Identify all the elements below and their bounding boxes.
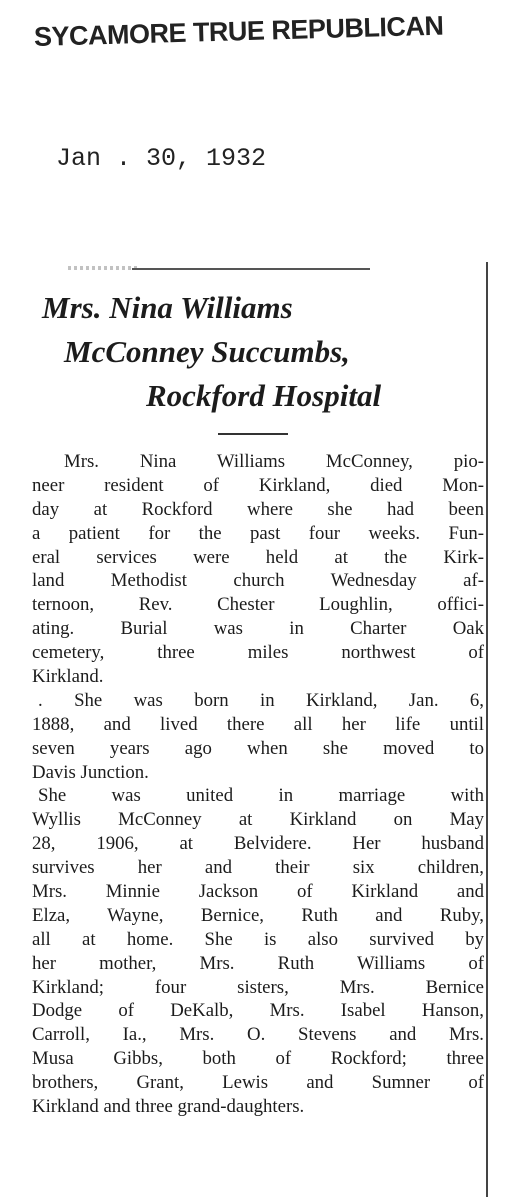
article-line: Carroll, Ia., Mrs. O. Stevens and Mrs. <box>32 1024 484 1046</box>
article-line: seven years ago when she moved to <box>32 737 484 759</box>
publication-stamp: SYCAMORE TRUE REPUBLICAN <box>33 10 444 52</box>
article-line: eral services were held at the Kirk- <box>32 546 484 568</box>
article-line: Kirkland; four sisters, Mrs. Bernice <box>32 976 484 998</box>
article-line: Elza, Wayne, Bernice, Ruth and Ruby, <box>32 904 484 926</box>
print-smudge <box>68 266 138 270</box>
article-line: all at home. She is also survived by <box>32 928 484 950</box>
article-line: Kirkland and three grand-daughters. <box>32 1096 305 1118</box>
article-line: neer resident of Kirkland, died Mon- <box>32 474 484 496</box>
article-line: Mrs. Minnie Jackson of Kirkland and <box>32 881 484 903</box>
article-line: her mother, Mrs. Ruth Williams of <box>32 952 484 974</box>
article-line: Wyllis McConney at Kirkland on May <box>32 809 484 831</box>
article-line: 28, 1906, at Belvidere. Her husband <box>32 833 484 855</box>
article-line: survives her and their six children, <box>32 857 484 879</box>
article-line: . She was born in Kirkland, Jan. 6, <box>38 689 484 711</box>
article-body <box>32 450 484 1119</box>
article-line: 1888, and lived there all her life until <box>32 713 484 735</box>
article-line: Kirkland. <box>32 666 104 688</box>
article-line: Musa Gibbs, both of Rockford; three <box>32 1048 484 1070</box>
article-line: Dodge of DeKalb, Mrs. Isabel Hanson, <box>32 1000 484 1022</box>
article-line: cemetery, three miles northwest of <box>32 642 484 664</box>
column-border <box>486 262 488 1197</box>
clipping-date: Jan . 30, 1932 <box>56 144 267 173</box>
column-top-rule <box>132 268 370 270</box>
headline-line-1: Mrs. Nina Williams <box>42 290 293 325</box>
article-line: day at Rockford where she had been <box>32 498 484 520</box>
headline-rule <box>218 433 288 435</box>
article-line: She was united in marriage with <box>38 785 484 807</box>
headline-line-3: Rockford Hospital <box>146 378 382 413</box>
article-line: ternoon, Rev. Chester Loughlin, offici- <box>32 594 484 616</box>
headline-line-2: McConney Succumbs, <box>64 334 350 369</box>
article-line: a patient for the past four weeks. Fun- <box>32 522 484 544</box>
article-line: brothers, Grant, Lewis and Sumner of <box>32 1072 484 1094</box>
article-line: ating. Burial was in Charter Oak <box>32 618 484 640</box>
article-line: Davis Junction. <box>32 761 149 783</box>
article-line: land Methodist church Wednesday af- <box>32 570 484 592</box>
article-line: Mrs. Nina Williams McConney, pio- <box>64 451 484 472</box>
